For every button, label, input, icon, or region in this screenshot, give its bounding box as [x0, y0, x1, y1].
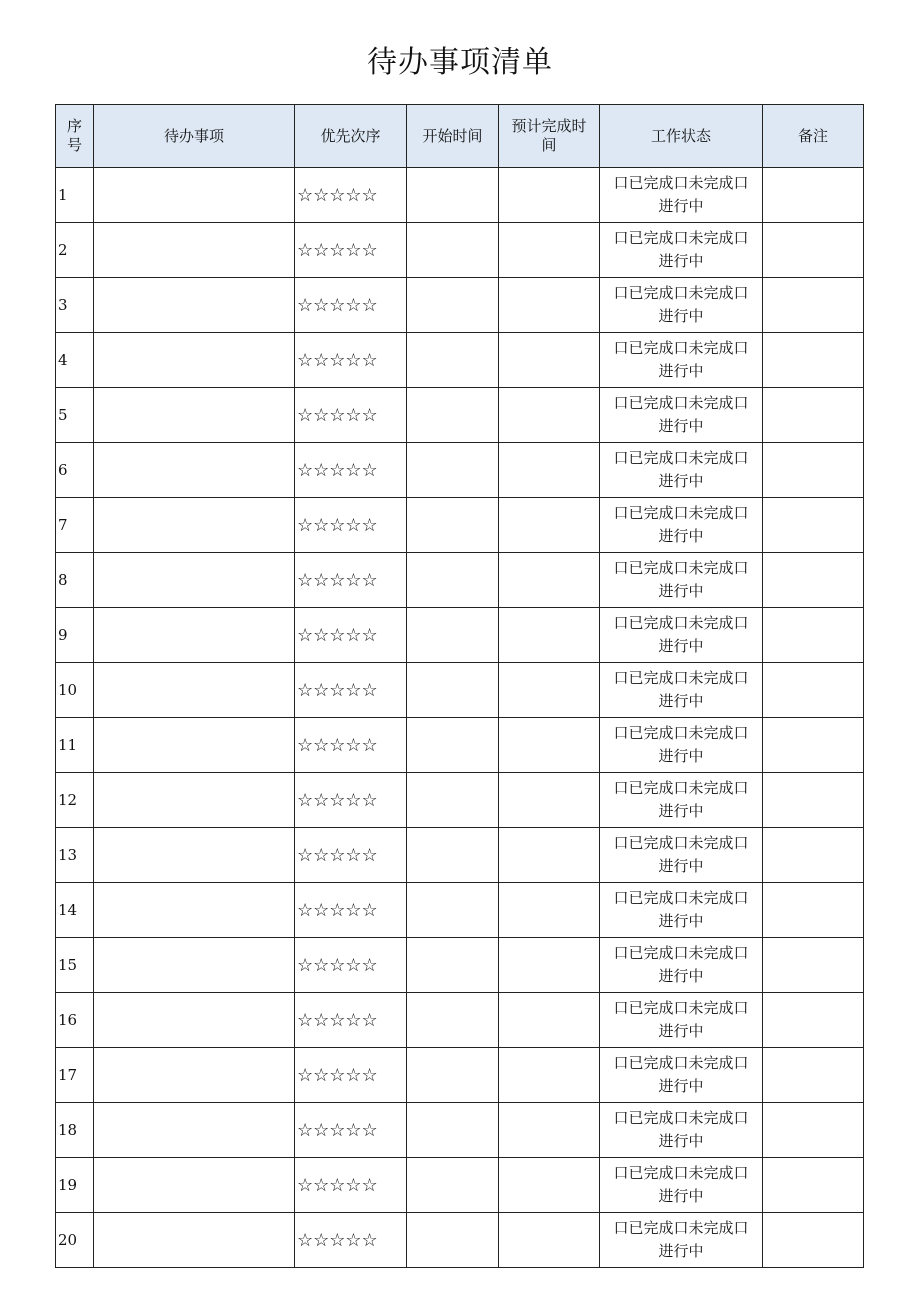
- status-options: 口已完成口未完成口: [613, 559, 749, 577]
- status-options: 口已完成口未完成口: [613, 834, 749, 852]
- status-cell[interactable]: [600, 993, 763, 1048]
- task-cell[interactable]: [94, 223, 295, 278]
- expected-time-cell[interactable]: [499, 773, 600, 828]
- start-time-cell[interactable]: [407, 223, 499, 278]
- priority-stars[interactable]: ☆☆☆☆☆: [295, 1158, 407, 1213]
- priority-stars[interactable]: ☆☆☆☆☆: [295, 168, 407, 223]
- table-header-row: [56, 105, 864, 168]
- note-cell[interactable]: [763, 498, 864, 553]
- status-options: 口已完成口未完成口: [613, 504, 749, 522]
- status-options: 口已完成口未完成口: [613, 779, 749, 797]
- status-cell[interactable]: [600, 333, 763, 388]
- status-options: 口已完成口未完成口: [613, 669, 749, 687]
- note-cell[interactable]: [763, 773, 864, 828]
- start-time-cell[interactable]: [407, 828, 499, 883]
- priority-stars[interactable]: ☆☆☆☆☆: [295, 223, 407, 278]
- status-in-progress: 进行中: [658, 1187, 704, 1205]
- note-cell[interactable]: [763, 333, 864, 388]
- status-options: 口已完成口未完成口: [613, 1109, 749, 1127]
- table-row: [56, 663, 864, 718]
- status-in-progress: 进行中: [658, 197, 704, 215]
- status-cell[interactable]: [600, 223, 763, 278]
- row-index: 15: [56, 938, 94, 993]
- expected-time-cell[interactable]: [499, 388, 600, 443]
- status-cell[interactable]: [600, 443, 763, 498]
- row-index: 19: [56, 1158, 94, 1213]
- note-cell[interactable]: [763, 168, 864, 223]
- note-cell[interactable]: [763, 1213, 864, 1268]
- table-row: [56, 828, 864, 883]
- table-row: [56, 1103, 864, 1158]
- status-options: 口已完成口未完成口: [613, 1164, 749, 1182]
- status-in-progress: 进行中: [658, 857, 704, 875]
- status-cell[interactable]: [600, 1048, 763, 1103]
- status-in-progress: 进行中: [658, 307, 704, 325]
- page-title: 待办事项清单: [367, 45, 553, 80]
- status-in-progress: 进行中: [658, 1132, 704, 1150]
- note-cell[interactable]: [763, 828, 864, 883]
- task-cell[interactable]: [94, 718, 295, 773]
- task-cell[interactable]: [94, 1103, 295, 1158]
- start-time-cell[interactable]: [407, 443, 499, 498]
- priority-stars[interactable]: ☆☆☆☆☆: [295, 938, 407, 993]
- status-options: 口已完成口未完成口: [613, 394, 749, 412]
- header-expected-line2: 间: [541, 136, 557, 154]
- expected-time-cell[interactable]: [499, 608, 600, 663]
- priority-stars[interactable]: ☆☆☆☆☆: [295, 883, 407, 938]
- table-row: [56, 388, 864, 443]
- row-index: 4: [56, 333, 94, 388]
- row-index: 20: [56, 1213, 94, 1268]
- status-in-progress: 进行中: [658, 362, 704, 380]
- status-cell[interactable]: [600, 938, 763, 993]
- status-cell[interactable]: [600, 663, 763, 718]
- start-time-cell[interactable]: [407, 718, 499, 773]
- row-index: 6: [56, 443, 94, 498]
- task-cell[interactable]: [94, 938, 295, 993]
- priority-stars[interactable]: ☆☆☆☆☆: [295, 1103, 407, 1158]
- priority-stars[interactable]: ☆☆☆☆☆: [295, 333, 407, 388]
- table-row: [56, 1048, 864, 1103]
- header-expected-line1: 预计完成时: [511, 117, 587, 135]
- start-time-cell[interactable]: [407, 1213, 499, 1268]
- status-in-progress: 进行中: [658, 692, 704, 710]
- table-row: [56, 608, 864, 663]
- priority-stars[interactable]: ☆☆☆☆☆: [295, 608, 407, 663]
- start-time-cell[interactable]: [407, 1048, 499, 1103]
- header-start-time: 开始时间: [407, 105, 499, 168]
- expected-time-cell[interactable]: [499, 333, 600, 388]
- row-index: 10: [56, 663, 94, 718]
- status-options: 口已完成口未完成口: [613, 449, 749, 467]
- status-in-progress: 进行中: [658, 582, 704, 600]
- task-cell[interactable]: [94, 1048, 295, 1103]
- status-cell[interactable]: [600, 1158, 763, 1213]
- row-index: 5: [56, 388, 94, 443]
- header-index: [56, 105, 94, 168]
- status-in-progress: 进行中: [658, 1077, 704, 1095]
- note-cell[interactable]: [763, 1048, 864, 1103]
- table-row: [56, 278, 864, 333]
- start-time-cell[interactable]: [407, 553, 499, 608]
- table-row: [56, 168, 864, 223]
- priority-stars[interactable]: ☆☆☆☆☆: [295, 553, 407, 608]
- row-index: 14: [56, 883, 94, 938]
- priority-stars[interactable]: ☆☆☆☆☆: [295, 388, 407, 443]
- expected-time-cell[interactable]: [499, 443, 600, 498]
- header-expected-time: [499, 105, 600, 168]
- priority-stars[interactable]: ☆☆☆☆☆: [295, 498, 407, 553]
- start-time-cell[interactable]: [407, 1103, 499, 1158]
- task-cell[interactable]: [94, 828, 295, 883]
- start-time-cell[interactable]: [407, 938, 499, 993]
- status-cell[interactable]: [600, 828, 763, 883]
- task-cell[interactable]: [94, 608, 295, 663]
- expected-time-cell[interactable]: [499, 938, 600, 993]
- expected-time-cell[interactable]: [499, 663, 600, 718]
- status-options: 口已完成口未完成口: [613, 1054, 749, 1072]
- task-cell[interactable]: [94, 993, 295, 1048]
- task-cell[interactable]: [94, 498, 295, 553]
- status-cell[interactable]: [600, 1103, 763, 1158]
- status-cell[interactable]: [600, 168, 763, 223]
- row-index: 18: [56, 1103, 94, 1158]
- priority-stars[interactable]: ☆☆☆☆☆: [295, 278, 407, 333]
- start-time-cell[interactable]: [407, 993, 499, 1048]
- note-cell[interactable]: [763, 718, 864, 773]
- status-cell[interactable]: [600, 553, 763, 608]
- status-cell[interactable]: [600, 883, 763, 938]
- status-options: 口已完成口未完成口: [613, 889, 749, 907]
- header-index-line2: 号: [66, 136, 82, 154]
- header-task: 待办事项: [94, 105, 295, 168]
- todo-table: [55, 104, 864, 1268]
- expected-time-cell[interactable]: [499, 1103, 600, 1158]
- task-cell[interactable]: [94, 278, 295, 333]
- table-row: [56, 498, 864, 553]
- status-options: 口已完成口未完成口: [613, 339, 749, 357]
- task-cell[interactable]: [94, 553, 295, 608]
- table-row: [56, 223, 864, 278]
- start-time-cell[interactable]: [407, 608, 499, 663]
- table-row: [56, 333, 864, 388]
- table-row: [56, 883, 864, 938]
- priority-stars[interactable]: ☆☆☆☆☆: [295, 443, 407, 498]
- start-time-cell[interactable]: [407, 883, 499, 938]
- priority-stars[interactable]: ☆☆☆☆☆: [295, 773, 407, 828]
- start-time-cell[interactable]: [407, 278, 499, 333]
- priority-stars[interactable]: ☆☆☆☆☆: [295, 718, 407, 773]
- row-index: 9: [56, 608, 94, 663]
- note-cell[interactable]: [763, 278, 864, 333]
- note-cell[interactable]: [763, 1103, 864, 1158]
- priority-stars[interactable]: ☆☆☆☆☆: [295, 663, 407, 718]
- table-row: [56, 993, 864, 1048]
- task-cell[interactable]: [94, 663, 295, 718]
- status-in-progress: 进行中: [658, 747, 704, 765]
- priority-stars[interactable]: ☆☆☆☆☆: [295, 993, 407, 1048]
- note-cell[interactable]: [763, 1158, 864, 1213]
- header-note: 备注: [763, 105, 864, 168]
- note-cell[interactable]: [763, 938, 864, 993]
- priority-stars[interactable]: ☆☆☆☆☆: [295, 828, 407, 883]
- status-cell[interactable]: [600, 278, 763, 333]
- table-row: [56, 718, 864, 773]
- expected-time-cell[interactable]: [499, 883, 600, 938]
- expected-time-cell[interactable]: [499, 828, 600, 883]
- note-cell[interactable]: [763, 443, 864, 498]
- expected-time-cell[interactable]: [499, 993, 600, 1048]
- status-options: 口已完成口未完成口: [613, 944, 749, 962]
- task-cell[interactable]: [94, 1213, 295, 1268]
- start-time-cell[interactable]: [407, 773, 499, 828]
- table-body: [56, 168, 864, 1268]
- status-in-progress: 进行中: [658, 802, 704, 820]
- header-index-line1: 序: [66, 117, 82, 135]
- status-options: 口已完成口未完成口: [613, 999, 749, 1017]
- row-index: 8: [56, 553, 94, 608]
- note-cell[interactable]: [763, 388, 864, 443]
- table-row: [56, 938, 864, 993]
- table-row: [56, 443, 864, 498]
- status-options: 口已完成口未完成口: [613, 724, 749, 742]
- status-in-progress: 进行中: [658, 912, 704, 930]
- expected-time-cell[interactable]: [499, 498, 600, 553]
- start-time-cell[interactable]: [407, 168, 499, 223]
- table-row: [56, 1158, 864, 1213]
- row-index: 12: [56, 773, 94, 828]
- status-options: 口已完成口未完成口: [613, 1219, 749, 1237]
- priority-stars[interactable]: ☆☆☆☆☆: [295, 1213, 407, 1268]
- start-time-cell[interactable]: [407, 388, 499, 443]
- start-time-cell[interactable]: [407, 663, 499, 718]
- table-row: [56, 553, 864, 608]
- status-options: 口已完成口未完成口: [613, 174, 749, 192]
- status-options: 口已完成口未完成口: [613, 229, 749, 247]
- status-in-progress: 进行中: [658, 527, 704, 545]
- header-priority: 优先次序: [295, 105, 407, 168]
- row-index: 3: [56, 278, 94, 333]
- status-in-progress: 进行中: [658, 637, 704, 655]
- row-index: 17: [56, 1048, 94, 1103]
- status-in-progress: 进行中: [658, 252, 704, 270]
- start-time-cell[interactable]: [407, 1158, 499, 1213]
- task-cell[interactable]: [94, 333, 295, 388]
- status-cell[interactable]: [600, 1213, 763, 1268]
- header-status: 工作状态: [600, 105, 763, 168]
- status-in-progress: 进行中: [658, 1242, 704, 1260]
- note-cell[interactable]: [763, 553, 864, 608]
- table-row: [56, 1213, 864, 1268]
- note-cell[interactable]: [763, 663, 864, 718]
- status-cell[interactable]: [600, 718, 763, 773]
- expected-time-cell[interactable]: [499, 553, 600, 608]
- status-options: 口已完成口未完成口: [613, 284, 749, 302]
- row-index: 7: [56, 498, 94, 553]
- status-in-progress: 进行中: [658, 1022, 704, 1040]
- expected-time-cell[interactable]: [499, 278, 600, 333]
- note-cell[interactable]: [763, 223, 864, 278]
- status-in-progress: 进行中: [658, 417, 704, 435]
- priority-stars[interactable]: ☆☆☆☆☆: [295, 1048, 407, 1103]
- task-cell[interactable]: [94, 883, 295, 938]
- row-index: 11: [56, 718, 94, 773]
- table-row: [56, 773, 864, 828]
- row-index: 2: [56, 223, 94, 278]
- row-index: 13: [56, 828, 94, 883]
- note-cell[interactable]: [763, 883, 864, 938]
- row-index: 1: [56, 168, 94, 223]
- task-cell[interactable]: [94, 443, 295, 498]
- status-in-progress: 进行中: [658, 967, 704, 985]
- row-index: 16: [56, 993, 94, 1048]
- expected-time-cell[interactable]: [499, 1158, 600, 1213]
- expected-time-cell[interactable]: [499, 223, 600, 278]
- expected-time-cell[interactable]: [499, 1213, 600, 1268]
- start-time-cell[interactable]: [407, 333, 499, 388]
- start-time-cell[interactable]: [407, 498, 499, 553]
- status-cell[interactable]: [600, 773, 763, 828]
- expected-time-cell[interactable]: [499, 718, 600, 773]
- status-cell[interactable]: [600, 388, 763, 443]
- note-cell[interactable]: [763, 993, 864, 1048]
- expected-time-cell[interactable]: [499, 1048, 600, 1103]
- expected-time-cell[interactable]: [499, 168, 600, 223]
- status-options: 口已完成口未完成口: [613, 614, 749, 632]
- task-cell[interactable]: [94, 1158, 295, 1213]
- task-cell[interactable]: [94, 168, 295, 223]
- status-cell[interactable]: [600, 498, 763, 553]
- note-cell[interactable]: [763, 608, 864, 663]
- task-cell[interactable]: [94, 388, 295, 443]
- task-cell[interactable]: [94, 773, 295, 828]
- status-in-progress: 进行中: [658, 472, 704, 490]
- status-cell[interactable]: [600, 608, 763, 663]
